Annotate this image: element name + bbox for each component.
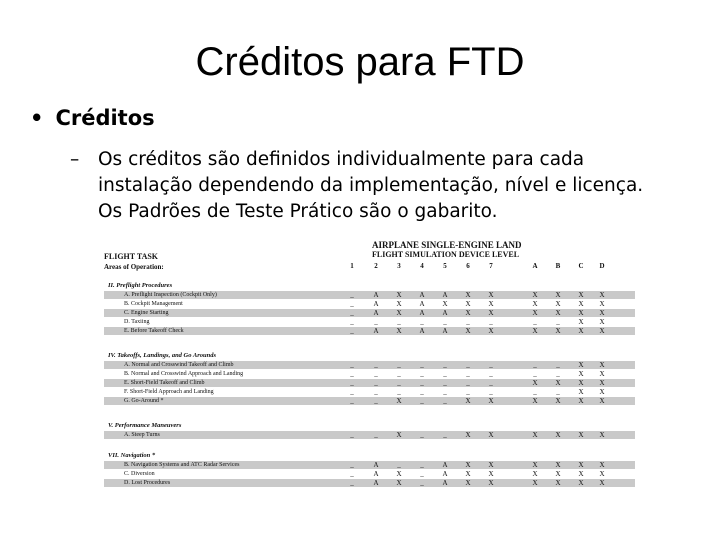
table-header-main: AIRPLANE SINGLE-ENGINE LAND: [372, 240, 522, 250]
column-header: C: [578, 262, 584, 270]
table-cell: _: [556, 388, 560, 396]
table-cell: X: [599, 379, 605, 387]
table-cell: X: [465, 397, 471, 405]
task-label: C. Diversion: [124, 471, 155, 477]
table-cell: X: [396, 291, 402, 299]
task-label: A. Normal and Crosswind Takeoff and Climb: [124, 362, 234, 368]
table-cell: X: [599, 361, 605, 369]
table-cell: X: [555, 470, 561, 478]
table-cell: A: [373, 470, 379, 478]
table-cell: A: [442, 470, 448, 478]
table-cell: X: [396, 479, 402, 487]
table-cell: X: [396, 470, 402, 478]
table-cell: A: [419, 327, 425, 335]
table-cell: _: [420, 431, 424, 439]
table-cell: _: [350, 379, 354, 387]
table-section-title: IV. Takeoffs, Landings, and Go Arounds: [108, 352, 217, 359]
table-cell: X: [488, 479, 494, 487]
column-header: A: [532, 262, 538, 270]
table-cell: X: [555, 461, 561, 469]
table-cell: _: [374, 370, 378, 378]
flight-task-label: FLIGHT TASK: [104, 252, 159, 261]
column-header: 6: [466, 262, 470, 270]
table-cell: X: [599, 370, 605, 378]
table-cell: _: [420, 318, 424, 326]
table-row: [104, 291, 635, 299]
table-cell: A: [442, 291, 448, 299]
table-cell: _: [443, 397, 447, 405]
table-cell: X: [599, 397, 605, 405]
table-row: [104, 479, 635, 487]
table-row: [104, 397, 635, 405]
table-cell: X: [396, 309, 402, 317]
table-cell: _: [350, 361, 354, 369]
table-row: [104, 318, 635, 326]
table-cell: _: [556, 361, 560, 369]
table-cell: X: [465, 300, 471, 308]
table-cell: X: [578, 327, 584, 335]
table-cell: A: [373, 309, 379, 317]
table-cell: X: [578, 370, 584, 378]
table-row: [104, 361, 635, 369]
table-cell: X: [578, 379, 584, 387]
table-row: [104, 470, 635, 478]
table-cell: X: [599, 431, 605, 439]
table-section-title: VII. Navigation *: [108, 452, 156, 459]
table-cell: _: [350, 470, 354, 478]
table-cell: X: [532, 300, 538, 308]
table-cell: X: [488, 291, 494, 299]
table-cell: _: [420, 461, 424, 469]
table-cell: X: [599, 388, 605, 396]
table-cell: X: [465, 309, 471, 317]
table-cell: X: [465, 470, 471, 478]
table-cell: X: [578, 361, 584, 369]
task-label: D. Taxiing: [124, 319, 150, 325]
table-cell: _: [533, 318, 537, 326]
table-cell: _: [350, 327, 354, 335]
table-cell: _: [443, 318, 447, 326]
table-cell: _: [374, 431, 378, 439]
table-cell: _: [420, 361, 424, 369]
bullet-item: [30, 106, 155, 130]
table-cell: _: [374, 397, 378, 405]
bullet-symbol: •: [30, 106, 44, 130]
table-cell: _: [466, 361, 470, 369]
table-cell: _: [350, 388, 354, 396]
task-label: B. Cockpit Management: [124, 301, 183, 307]
table-cell: X: [532, 479, 538, 487]
table-header-sub: FLIGHT SIMULATION DEVICE LEVEL: [372, 250, 520, 259]
table-cell: _: [420, 470, 424, 478]
table-cell: X: [578, 388, 584, 396]
table-cell: X: [488, 470, 494, 478]
table-cell: X: [465, 431, 471, 439]
table-cell: A: [419, 300, 425, 308]
table-row: [104, 309, 635, 317]
table-cell: X: [555, 397, 561, 405]
table-cell: _: [443, 370, 447, 378]
table-cell: X: [532, 470, 538, 478]
table-cell: _: [533, 361, 537, 369]
table-cell: X: [578, 300, 584, 308]
table-cell: _: [350, 300, 354, 308]
column-header: D: [599, 262, 605, 270]
table-cell: X: [488, 461, 494, 469]
table-cell: _: [443, 379, 447, 387]
table-cell: X: [396, 327, 402, 335]
table-cell: _: [489, 379, 493, 387]
table-cell: X: [465, 327, 471, 335]
scanned-table-image: [100, 240, 635, 492]
column-header: 2: [374, 262, 378, 270]
table-cell: A: [373, 291, 379, 299]
table-cell: _: [397, 370, 401, 378]
task-label: G. Go-Around *: [124, 398, 164, 404]
table-cell: X: [396, 300, 402, 308]
sub-bullet: [70, 147, 670, 225]
table-cell: X: [555, 327, 561, 335]
table-cell: _: [420, 479, 424, 487]
table-cell: _: [443, 361, 447, 369]
table-row: [104, 300, 635, 308]
table-cell: X: [465, 461, 471, 469]
table-row: [104, 370, 635, 378]
sub-bullet-dash: –: [70, 149, 80, 170]
table-cell: _: [350, 370, 354, 378]
table-cell: _: [350, 291, 354, 299]
table-row: [104, 388, 635, 396]
table-cell: _: [350, 431, 354, 439]
table-row: [104, 431, 635, 439]
table-cell: _: [420, 370, 424, 378]
table-cell: X: [578, 291, 584, 299]
table-cell: X: [599, 309, 605, 317]
table-cell: _: [350, 397, 354, 405]
table-cell: _: [533, 370, 537, 378]
table-cell: A: [419, 309, 425, 317]
task-label: A. Steep Turns: [124, 432, 160, 438]
table-cell: X: [396, 431, 402, 439]
column-header: 7: [489, 262, 493, 270]
table-cell: _: [556, 370, 560, 378]
table-cell: X: [532, 309, 538, 317]
table-cell: X: [488, 431, 494, 439]
column-header: 1: [350, 262, 354, 270]
table-cell: X: [578, 309, 584, 317]
table-cell: _: [466, 370, 470, 378]
table-cell: _: [397, 379, 401, 387]
slide-title: Créditos para FTD: [195, 40, 525, 84]
task-label: D. Lost Procedures: [124, 480, 171, 486]
table-cell: X: [488, 397, 494, 405]
table-cell: X: [578, 470, 584, 478]
table-row: [104, 379, 635, 387]
task-label: B. Navigation Systems and ATC Radar Services: [124, 462, 240, 468]
table-cell: A: [442, 461, 448, 469]
table-cell: X: [488, 300, 494, 308]
table-cell: _: [374, 318, 378, 326]
column-header: 4: [420, 262, 424, 270]
table-cell: _: [556, 318, 560, 326]
task-label: F. Short-Field Approach and Landing: [124, 389, 214, 395]
table-cell: X: [599, 479, 605, 487]
column-header: 3: [397, 262, 401, 270]
table-cell: X: [578, 318, 584, 326]
table-cell: X: [555, 300, 561, 308]
table-section-title: V. Performance Maneuvers: [108, 422, 182, 429]
table-cell: X: [555, 379, 561, 387]
table-cell: X: [599, 318, 605, 326]
table-cell: _: [397, 361, 401, 369]
table-cell: X: [599, 470, 605, 478]
task-label: E. Short-Field Takeoff and Climb: [124, 380, 205, 386]
task-label: A. Preflight Inspection (Cockpit Only): [124, 292, 217, 298]
task-label: E. Before Takeoff Check: [124, 328, 184, 334]
table-cell: X: [488, 327, 494, 335]
table-cell: X: [599, 461, 605, 469]
table-cell: _: [420, 388, 424, 396]
table-cell: A: [442, 479, 448, 487]
table-cell: _: [489, 370, 493, 378]
table-cell: A: [373, 300, 379, 308]
table-cell: _: [350, 479, 354, 487]
table-cell: _: [350, 318, 354, 326]
table-cell: _: [443, 388, 447, 396]
table-cell: _: [489, 388, 493, 396]
table-cell: _: [489, 318, 493, 326]
column-header: B: [555, 262, 561, 270]
table-cell: _: [466, 388, 470, 396]
table-cell: _: [374, 379, 378, 387]
table-cell: _: [533, 388, 537, 396]
table-cell: _: [397, 461, 401, 469]
table-cell: A: [373, 461, 379, 469]
table-cell: X: [396, 397, 402, 405]
table-cell: _: [443, 431, 447, 439]
table-cell: _: [374, 361, 378, 369]
table-cell: X: [488, 309, 494, 317]
table-cell: X: [555, 309, 561, 317]
table-cell: X: [578, 479, 584, 487]
table-row: [104, 327, 635, 335]
table-cell: X: [555, 431, 561, 439]
table-cell: _: [466, 318, 470, 326]
table-cell: X: [465, 479, 471, 487]
bullet-text: Créditos: [55, 106, 155, 130]
table-cell: _: [420, 379, 424, 387]
table-cell: A: [419, 291, 425, 299]
table-row: [104, 461, 635, 469]
column-header: 5: [443, 262, 447, 270]
table-cell: X: [532, 327, 538, 335]
table-cell: X: [555, 291, 561, 299]
table-cell: _: [397, 318, 401, 326]
sub-bullet-text: Os créditos são definidos individualmente para cada instalação dependendo da implementação, nível e licença. Os Padrões de Teste Prático são o gabarito.: [98, 149, 644, 222]
table-cell: X: [578, 397, 584, 405]
task-label: B. Normal and Crosswind Approach and Landing: [124, 371, 244, 377]
table-cell: X: [442, 300, 448, 308]
table-cell: X: [532, 461, 538, 469]
table-cell: X: [532, 379, 538, 387]
table-cell: _: [397, 388, 401, 396]
table-cell: X: [599, 327, 605, 335]
table-cell: X: [578, 431, 584, 439]
table-cell: A: [442, 309, 448, 317]
table-cell: X: [465, 291, 471, 299]
table-cell: X: [532, 291, 538, 299]
table-cell: X: [555, 479, 561, 487]
table-cell: _: [420, 397, 424, 405]
table-cell: X: [578, 461, 584, 469]
table-cell: _: [350, 309, 354, 317]
task-label: C. Engine Starting: [124, 310, 169, 316]
table-cell: A: [373, 327, 379, 335]
table-cell: A: [442, 327, 448, 335]
table-cell: _: [350, 461, 354, 469]
table-section-title: II. Preflight Procedures: [108, 282, 173, 289]
table-cell: _: [466, 379, 470, 387]
table-cell: X: [532, 431, 538, 439]
table-cell: _: [489, 361, 493, 369]
table-cell: X: [599, 300, 605, 308]
table-cell: X: [599, 291, 605, 299]
areas-of-operation-label: Areas of Operation:: [104, 263, 164, 271]
table-cell: _: [374, 388, 378, 396]
table-cell: X: [532, 397, 538, 405]
table-cell: A: [373, 479, 379, 487]
